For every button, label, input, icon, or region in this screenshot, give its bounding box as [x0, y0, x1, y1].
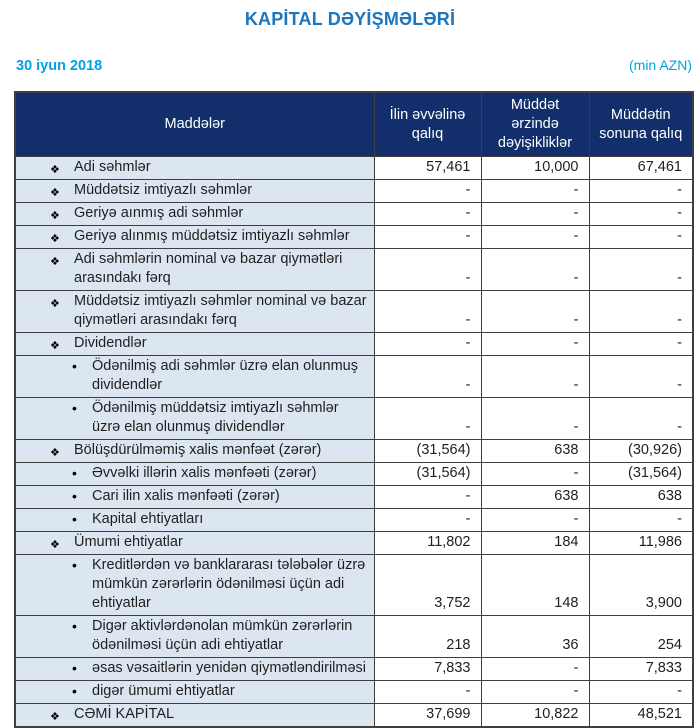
row-label: digər ümumi ehtiyatlar — [92, 683, 235, 699]
value-cell: - — [374, 249, 481, 291]
row-label: Bölüşdürülməmiş xalis mənfəət (zərər) — [74, 442, 322, 458]
value-cell: 148 — [481, 555, 589, 616]
capital-changes-table — [14, 91, 694, 728]
table-row — [15, 509, 693, 532]
row-label-cell — [15, 658, 374, 681]
diamond-bullet-icon: ❖ — [50, 447, 60, 459]
row-label-cell — [15, 249, 374, 291]
value-cell: 48,521 — [589, 704, 693, 728]
dot-bullet-icon: • — [72, 358, 77, 374]
value-cell: (30,926) — [589, 440, 693, 463]
value-cell: 638 — [589, 486, 693, 509]
row-label: əsas vəsaitlərin yenidən qiymətləndirilməsi — [92, 660, 367, 676]
diamond-bullet-icon: ❖ — [50, 298, 60, 310]
diamond-bullet-icon: ❖ — [50, 340, 60, 352]
value-cell: - — [589, 249, 693, 291]
column-header-beginning-balance: İlin əvvəlinə qalıq — [374, 92, 481, 157]
value-cell: - — [374, 291, 481, 333]
value-cell: 3,752 — [374, 555, 481, 616]
value-cell: 218 — [374, 616, 481, 658]
value-cell: 254 — [589, 616, 693, 658]
value-cell: - — [481, 463, 589, 486]
value-cell: - — [374, 398, 481, 440]
table-row — [15, 203, 693, 226]
row-label-cell — [15, 532, 374, 555]
row-label-cell — [15, 440, 374, 463]
value-cell: - — [481, 226, 589, 249]
value-cell: - — [589, 203, 693, 226]
table-row — [15, 704, 693, 728]
row-label: Dividendlər — [74, 335, 147, 351]
value-cell: - — [374, 486, 481, 509]
diamond-bullet-icon: ❖ — [50, 711, 60, 723]
value-cell: 57,461 — [374, 157, 481, 180]
value-cell: - — [589, 291, 693, 333]
table-row — [15, 440, 693, 463]
value-cell: 11,802 — [374, 532, 481, 555]
dot-bullet-icon: • — [72, 660, 77, 676]
diamond-bullet-icon: ❖ — [50, 539, 60, 551]
value-cell: - — [374, 203, 481, 226]
diamond-bullet-icon: ❖ — [50, 164, 60, 176]
row-label-cell — [15, 509, 374, 532]
row-label: CƏMİ KAPİTAL — [74, 706, 175, 722]
diamond-bullet-icon: ❖ — [50, 210, 60, 222]
row-label: Adi səhmlərin nominal və bazar qiymətləri arasındakı fərq — [74, 251, 343, 286]
table-header-row — [15, 92, 693, 157]
dot-bullet-icon: • — [72, 488, 77, 504]
row-label: Ümumi ehtiyatlar — [74, 534, 183, 550]
row-label-cell — [15, 180, 374, 203]
value-cell: - — [589, 180, 693, 203]
value-cell: (31,564) — [374, 463, 481, 486]
table-row — [15, 291, 693, 333]
value-cell: - — [374, 333, 481, 356]
diamond-bullet-icon: ❖ — [50, 256, 60, 268]
value-cell: 10,000 — [481, 157, 589, 180]
row-label-cell — [15, 463, 374, 486]
dot-bullet-icon: • — [72, 465, 77, 481]
row-label-cell — [15, 157, 374, 180]
value-cell: - — [481, 249, 589, 291]
value-cell: - — [374, 356, 481, 398]
row-label: Əvvəlki illərin xalis mənfəəti (zərər) — [92, 465, 317, 481]
dot-bullet-icon: • — [72, 683, 77, 699]
row-label: Müddətsiz imtiyazlı səhmlər nominal və bazar qiymətləri arasındakı fərq — [74, 293, 367, 328]
table-row — [15, 486, 693, 509]
row-label-cell — [15, 555, 374, 616]
table-row — [15, 249, 693, 291]
table-row — [15, 356, 693, 398]
value-cell: 37,699 — [374, 704, 481, 728]
value-cell: 67,461 — [589, 157, 693, 180]
value-cell: - — [374, 681, 481, 704]
value-cell: 638 — [481, 486, 589, 509]
value-cell: - — [589, 398, 693, 440]
table-body — [15, 157, 693, 728]
diamond-bullet-icon: ❖ — [50, 233, 60, 245]
row-label: Geriyə aınmış adi səhmlər — [74, 205, 244, 221]
table-row — [15, 532, 693, 555]
table-row — [15, 555, 693, 616]
value-cell: - — [589, 333, 693, 356]
value-cell: - — [589, 509, 693, 532]
value-cell: 36 — [481, 616, 589, 658]
value-cell: (31,564) — [589, 463, 693, 486]
value-cell: 7,833 — [589, 658, 693, 681]
row-label: Digər aktivlərdənolan mümkün zərərlərin ödənilməsi üçün adi ehtiyatlar — [92, 618, 353, 653]
table-row — [15, 157, 693, 180]
table-row — [15, 658, 693, 681]
table-row — [15, 180, 693, 203]
row-label: Geriyə alınmış müddətsiz imtiyazlı səhmlər — [74, 228, 350, 244]
table-row — [15, 398, 693, 440]
page-title: KAPİTAL DƏYİŞMƏLƏRİ — [244, 9, 456, 29]
row-label: Ödənilmiş adi səhmlər üzrə elan olunmuş dividendlər — [92, 358, 358, 393]
row-label-cell — [15, 398, 374, 440]
value-cell: - — [589, 226, 693, 249]
value-cell: - — [481, 398, 589, 440]
value-cell: (31,564) — [374, 440, 481, 463]
dot-bullet-icon: • — [72, 557, 77, 573]
currency-unit-label: (min AZN) — [629, 57, 692, 73]
table-row — [15, 463, 693, 486]
row-label-cell — [15, 486, 374, 509]
dot-bullet-icon: • — [72, 511, 77, 527]
meta-row — [16, 57, 692, 74]
value-cell: - — [481, 356, 589, 398]
value-cell: - — [481, 333, 589, 356]
column-header-ending-balance: Müddətin sonuna qalıq — [589, 92, 693, 157]
value-cell: - — [481, 658, 589, 681]
row-label-cell — [15, 226, 374, 249]
diamond-bullet-icon: ❖ — [50, 187, 60, 199]
row-label-cell — [15, 704, 374, 728]
report-date: 30 iyun 2018 — [16, 58, 103, 74]
value-cell: - — [481, 291, 589, 333]
table-row — [15, 226, 693, 249]
value-cell: 3,900 — [589, 555, 693, 616]
value-cell: - — [374, 180, 481, 203]
value-cell: - — [481, 203, 589, 226]
value-cell: - — [589, 681, 693, 704]
value-cell: - — [481, 509, 589, 532]
dot-bullet-icon: • — [72, 400, 77, 416]
value-cell: 10,822 — [481, 704, 589, 728]
row-label-cell — [15, 681, 374, 704]
value-cell: - — [481, 681, 589, 704]
value-cell: 184 — [481, 532, 589, 555]
row-label-cell — [15, 356, 374, 398]
value-cell: 638 — [481, 440, 589, 463]
row-label-cell — [15, 203, 374, 226]
row-label: Cari ilin xalis mənfəəti (zərər) — [92, 488, 280, 504]
row-label: Adi səhmlər — [74, 159, 151, 175]
table-row — [15, 616, 693, 658]
value-cell: - — [481, 180, 589, 203]
row-label: Kreditlərdən və banklararası tələbələr üzrə mümkün zərərlərin ödənilməsi üçün adi ehtiyatlar — [92, 557, 366, 611]
value-cell: - — [374, 226, 481, 249]
value-cell: - — [589, 356, 693, 398]
column-header-period-changes: Müddət ərzində dəyişikliklər — [481, 92, 589, 157]
row-label-cell — [15, 616, 374, 658]
row-label-cell — [15, 291, 374, 333]
row-label: Kapital ehtiyatları — [92, 511, 204, 527]
row-label: Ödənilmiş müddətsiz imtiyazlı səhmlər üzrə elan olunmuş dividendlər — [92, 400, 339, 435]
row-label: Müddətsiz imtiyazlı səhmlər — [74, 182, 253, 198]
dot-bullet-icon: • — [72, 618, 77, 634]
value-cell: - — [374, 509, 481, 532]
column-header-items: Maddələr — [15, 92, 374, 157]
value-cell: 11,986 — [589, 532, 693, 555]
table-row — [15, 681, 693, 704]
table-row — [15, 333, 693, 356]
row-label-cell — [15, 333, 374, 356]
value-cell: 7,833 — [374, 658, 481, 681]
